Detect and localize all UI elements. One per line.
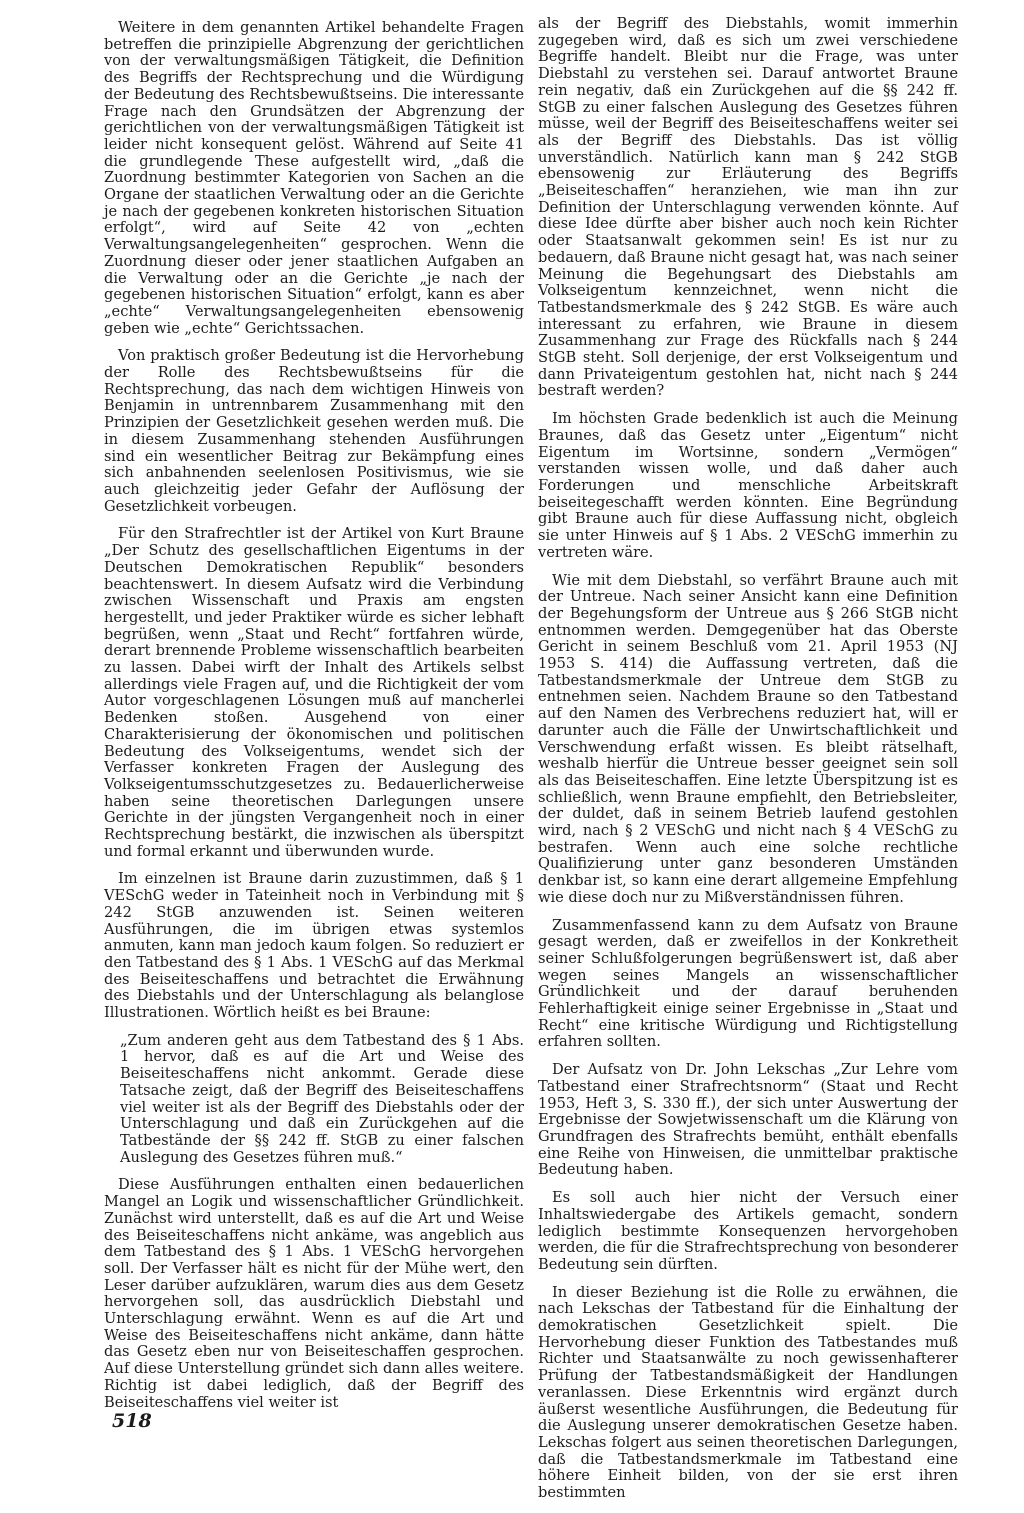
paragraph: Im höchsten Grade bedenklich ist auch die Meinung Braunes, daß das Gesetz unter „Eigentum“ nicht Eigentum im Wortsinne, sondern „Vermögen“ verstanden wissen wolle, und daß daher auch Forderungen und menschliche Arbeitskraft beiseitegeschafft werden könnten. Eine Begründung gibt Braune auch für diese Auffassung nicht, obgleich sie unter Hinweis auf § 1 Abs. 2 VESchG immerhin zu vertreten wäre. (538, 410, 958, 561)
paragraph: In dieser Beziehung ist die Rolle zu erwähnen, die nach Lekschas der Tatbestand für die Einhaltung der demokratischen Gesetzlichkeit spielt. Die Hervorhebung dieser Funktion des Tatbestandes muß Richter und Staatsanwälte zu noch gewissenhafterer Prüfung der Tatbestandsmäßigkeit der Handlungen veranlassen. Diese Erkenntnis wird ergänzt durch äußerst wesentliche Ausführungen, die Bedeutung für die Auslegung unserer demokratischen Gesetze haben. Lekschas folgert aus seinen theoretischen Darlegungen, daß die Tatbestandsmerkmale im Tatbestand eine höhere Einheit bilden, von der sie erst ihren bestimmten (538, 1283, 958, 1502)
paragraph: Für den Strafrechtler ist der Artikel von Kurt Braune „Der Schutz des gesellschaftlichen Eigentums in der Deutschen Demokratischen Republik“ besonders beachtenswert. In diesem Aufsatz wird die Verbindung zwischen Wissenschaft und Praxis am engsten hergestellt, und jeder Praktiker würde es sicher lebhaft begrüßen, wenn „Staat und Recht“ fortfahren würde, derart brennende Probleme wissenschaftlich bearbeiten zu lassen. Dabei wirft der Inhalt des Artikels selbst allerdings viele Fragen auf, und die Richtigkeit der vom Autor vorgeschlagenen Lösungen muß auf mancherlei Bedenken stoßen. Ausgehend von einer Charakterisierung der ökonomischen und politischen Bedeutung des Volkseigentums, wendet sich der Verfasser konkreten Fragen der Auslegung des Volkseigentumsschutzgesetzes zu. Bedauerlicherweise haben seine theoretischen Darlegungen unsere Gerichte in der jüngsten Vergangenheit noch in einer Rechtsprechung bestärkt, die inzwischen als überspitzt und formal erkannt und überwunden wurde. (104, 525, 524, 860)
paragraph: Der Aufsatz von Dr. John Lekschas „Zur Lehre vom Tatbestand einer Strafrechtsnorm“ (Staat und Recht 1953, Heft 3, S. 330 ff.), der sich unter Auswertung der Ergebnisse der Sowjetwissenschaft um die Klärung von Grundfragen des Strafrechts bemüht, enthält ebenfalls eine Reihe von Hinweisen, die unmittelbar praktische Bedeutung haben. (538, 1061, 958, 1179)
paragraph: als der Begriff des Diebstahls, womit immerhin zugegeben wird, daß es sich um zwei verschiedene Begriffe handelt. Bleibt nur die Frage, was unter Diebstahl zu verstehen sei. Darauf antwortet Braune rein negativ, daß ein Zurückgehen auf die §§ 242 ff. StGB zu einer falschen Auslegung des Gesetzes führen müsse, weil der Begriff des Beiseiteschaffens weiter sei als der Begriff des Diebstahls. Das ist völlig unverständlich. Natürlich kann man § 242 StGB ebensowenig zur Erläuterung des Begriffs „Beiseiteschaffen“ heranziehen, wie man ihn zur Definition der Unterschlagung verwenden könnte. Auf diese Idee dürfte aber bisher auch noch kein Richter oder Staatsanwalt gekommen sein! Es ist nur zu bedauern, daß Braune nicht gesagt hat, was nach seiner Meinung die Begehungsart des Diebstahls am Volkseigentum kennzeichnet, wenn nicht die Tatbestandsmerkmale des § 242 StGB. Es wäre auch interessant zu erfahren, wie Braune in diesem Zusammenhang zur Frage des Rückfalls nach § 244 StGB steht. Soll derjenige, der erst Volkseigentum und dann Privateigentum gestohlen hat, nicht nach § 244 bestraft werden? (538, 15, 958, 400)
block-quote: „Zum anderen geht aus dem Tatbestand des § 1 Abs. 1 hervor, daß es auf die Art und Weise des Beiseiteschaffens nicht ankommt. Gerade diese Tatsache zeigt, daß der Begriff des Beiseiteschaffens viel weiter ist als der Begriff des Diebstahls oder der Unterschlagung und daß ein Zurückgehen auf die Tatbestände der §§ 242 ff. StGB zu einer falschen Auslegung des Gesetzes führen muß.“ (120, 1031, 524, 1166)
left-column (104, 20, 524, 1422)
paragraph: Zusammenfassend kann zu dem Aufsatz von Braune gesagt werden, daß er zweifellos in der Konkretheit seiner Schlußfolgerungen begrüßenswert ist, daß aber wegen seines Mangels an wissenschaftlicher Gründlichkeit und der darauf beruhenden Fehlerhaftigkeit einige seiner Ergebnisse in „Staat und Recht“ eine kritische Würdigung und Richtigstellung erfahren sollten. (538, 916, 958, 1051)
paragraph: Im einzelnen ist Braune darin zuzustimmen, daß § 1 VESchG weder in Tateinheit noch in Verbindung mit § 242 StGB anzuwenden ist. Seinen weiteren Ausführungen, die im übrigen etwas systemlos anmuten, kann man jedoch kaum folgen. So reduziert er den Tatbestand des § 1 Abs. 1 VESchG auf das Merkmal des Beiseiteschaffens und betrachtet die Erwähnung des Diebstahls und der Unterschlagung als belanglose Illustrationen. Wörtlich heißt es bei Braune: (104, 870, 524, 1022)
paragraph: Wie mit dem Diebstahl, so verfährt Braune auch mit der Untreue. Nach seiner Ansicht kann eine Definition der Begehungsform der Untreue aus § 266 StGB nicht entnommen werden. Demgegenüber hat das Oberste Gericht in seinem Beschluß vom 21. April 1953 (NJ 1953 S. 414) die Auffassung vertreten, daß die Tatbestandsmerkmale der Untreue dem StGB zu entnehmen seien. Nachdem Braune so den Tatbestand auf den Namen des Verbrechens reduziert hat, will er darunter auch die Fälle der Unwirtschaftlichkeit und Verschwendung erfaßt wissen. Es bleibt rätselhaft, weshalb hierfür die Untreue besser geeignet sein soll als das Beiseiteschaffen. Eine letzte Überspitzung ist es schließlich, wenn Braune empfiehlt, den Betriebsleiter, der duldet, daß in seinem Betrieb laufend gestohlen wird, nach § 2 VESchG und nicht nach § 4 VESchG zu bestrafen. Wenn auch eine solche rechtliche Qualifizierung unter ganz besonderen Umständen denkbar ist, so kann eine derart allgemeine Empfehlung wie diese doch nur zu Mißverständnissen führen. (538, 571, 958, 906)
page-number: 518 (112, 1410, 152, 1432)
paragraph: Diese Ausführungen enthalten einen bedauerlichen Mangel an Logik und wissenschaftlicher Gründlichkeit. Zunächst wird unterstellt, daß es auf die Art und Weise des Beiseiteschaffens nicht ankäme, was angeblich aus dem Tatbestand des § 1 Abs. 1 VESchG hervorgehen soll. Der Verfasser hält es nicht für der Mühe wert, den Leser darüber aufzuklären, warum dies aus dem Gesetz hervorgehen soll, das ausdrücklich Diebstahl und Unterschlagung erwähnt. Wenn es auf die Art und Weise des Beiseiteschaffens nicht ankäme, dann hätte das Gesetz eben nur von Beiseiteschaffen gesprochen. Auf diese Unterstellung gründet sich dann alles weitere. Richtig ist dabei lediglich, daß der Begriff des Beiseiteschaffens viel weiter ist (104, 1176, 524, 1411)
paragraph: Es soll auch hier nicht der Versuch einer Inhaltswiedergabe des Artikels gemacht, sondern lediglich bestimmte Konsequenzen hervorgehoben werden, die für die Strafrechtsprechung von besonderer Bedeutung sein dürften. (538, 1189, 958, 1273)
right-column (538, 16, 958, 1513)
paragraph: Weitere in dem genannten Artikel behandelte Fragen betreffen die prinzipielle Abgrenzung der gerichtlichen von der verwaltungsmäßigen Tätigkeit, die Definition des Begriffs der Rechtsprechung und die Würdigung der Bedeutung des Rechtsbewußtseins. Die interessante Frage nach den Grundsätzen der Abgrenzung der gerichtlichen von der verwaltungsmäßigen Tätigkeit ist leider nicht konsequent gelöst. Während auf Seite 41 die grundlegende These aufgestellt wird, „daß die Zuordnung bestimmter Kategorien von Sachen an die Organe der staatlichen Verwaltung oder an die Gerichte je nach der gegebenen konkreten historischen Situation erfolgt“, wird auf Seite 42 von „echten Verwaltungsangelegenheiten“ gesprochen. Wenn die Zuordnung dieser oder jener staatlichen Aufgaben an die Verwaltung oder an die Gerichte „je nach der gegebenen historischen Situation“ erfolgt, kann es aber „echte“ Verwaltungsangelegenheiten ebensowenig geben wie „echte“ Gerichtssachen. (104, 19, 524, 337)
paragraph: Von praktisch großer Bedeutung ist die Hervorhebung der Rolle des Rechtsbewußtseins für die Rechtsprechung, das nach dem wichtigen Hinweis von Benjamin in untrennbarem Zusammenhang mit den Prinzipien der Gesetzlichkeit gesehen werden muß. Die in diesem Zusammenhang stehenden Ausführungen sind ein wesentlicher Beitrag zur Bekämpfung eines sich anbahnenden seelenlosen Positivismus, wie sie auch gleichzeitig jeder Gefahr der Auflösung der Gesetzlichkeit vorbeugen. (104, 347, 524, 515)
